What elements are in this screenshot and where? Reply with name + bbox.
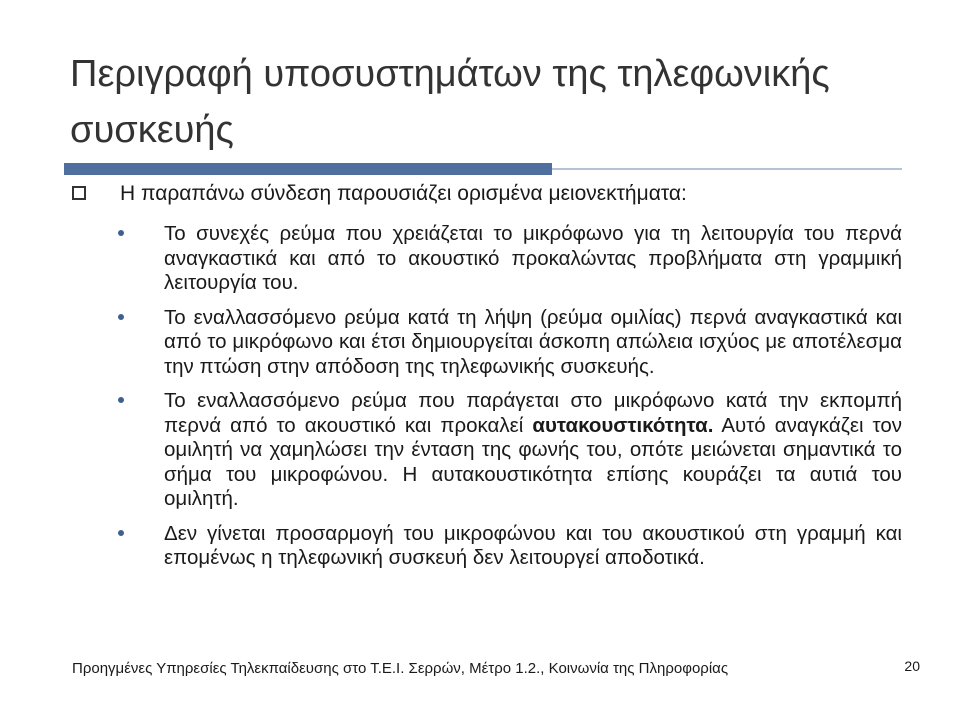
- bullet-text: [164, 389, 902, 512]
- square-bullet-icon: [72, 186, 86, 200]
- slide-title: Περιγραφή υποσυστημάτων της τηλεφωνικής συσκευής: [70, 53, 830, 151]
- list-item: [118, 522, 902, 571]
- bullet-text-before: Το εναλλασσόμενο ρεύμα που παράγεται στο μικρόφωνο κατά την εκπομπή περνά από το ακουστικό και προκαλεί: [164, 389, 902, 437]
- title-underline-bar: [64, 163, 552, 175]
- footer-text: Προηγμένες Υπηρεσίες Τηλεκπαίδευσης στο Τ.Ε.Ι. Σερρών, Μέτρο 1.2., Κοινωνία της Πληροφορίας: [72, 660, 729, 677]
- bullet-list: [118, 222, 902, 581]
- bullet-dot-icon: [118, 230, 124, 236]
- bold-term: αυτακουστικότητα.: [532, 413, 714, 437]
- list-item: [118, 222, 902, 296]
- bullet-text: Το εναλλασσόμενο ρεύμα κατά τη λήψη (ρεύμα ομιλίας) περνά αναγκαστικά και από το μικρόφωνο και έτσι δημιουργείται άσκοπη απώλεια ισχύος με αποτέλεσμα την πτώση στην απόδοση της τηλεφωνικής συσκευής.: [164, 305, 902, 378]
- bullet-text: Το συνεχές ρεύμα που χρειάζεται το μικρόφωνο για τη λειτουργία του περνά αναγκαστικά και από το ακουστικό προκαλώντας προβλήματα στη γραμμική λειτουργία του.: [164, 222, 902, 294]
- bullet-dot-icon: [118, 314, 124, 320]
- bullet-text-after: Αυτό αναγκάζει τον ομιλητή να χαμηλώσει την ένταση της φωνής του, οπότε μειώνεται σημαντικά το σήμα του μικροφώνου. Η αυτακουστικότητα επίσης κουράζει τα αυτιά του ομιλητή.: [164, 413, 902, 510]
- list-item: [118, 306, 902, 380]
- intro-text: Η παραπάνω σύνδεση παρουσιάζει ορισμένα μειονεκτήματα:: [120, 182, 687, 205]
- title-underline-line: [552, 168, 902, 170]
- list-item: [118, 389, 902, 512]
- page-number: 20: [904, 658, 920, 674]
- title-underline: [64, 163, 902, 175]
- bullet-dot-icon: [118, 397, 124, 403]
- bullet-dot-icon: [118, 530, 124, 536]
- bullet-text: Δεν γίνεται προσαρμογή του μικροφώνου και του ακουστικού στη γραμμή και επομένως η τηλεφωνική συσκευή δεν λειτουργεί αποδοτικά.: [164, 521, 902, 569]
